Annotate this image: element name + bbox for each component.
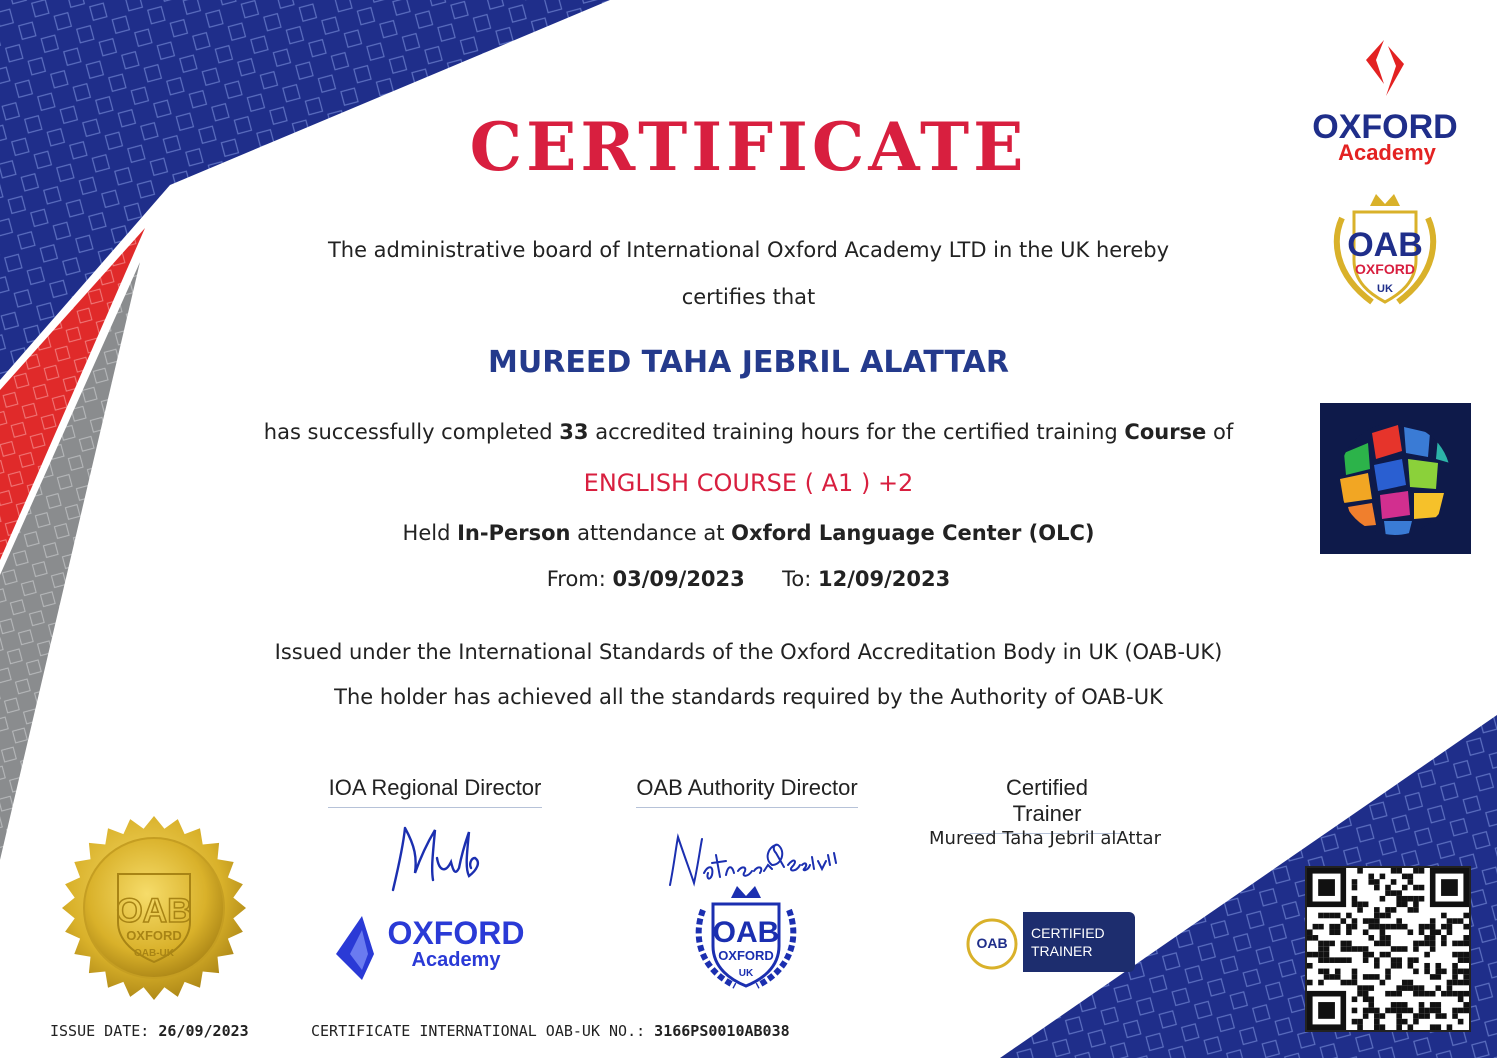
bottom-logo-oxford-text: OXFORD	[387, 915, 525, 951]
course-name: ENGLISH COURSE ( A1 ) +2	[583, 469, 914, 497]
completion-statement	[0, 420, 1497, 444]
trainer-badge-emblem	[964, 916, 1020, 972]
standards-line-2: The holder has achieved all the standards required by the Authority of OAB-UK	[334, 685, 1163, 709]
globe-icon	[1320, 403, 1471, 554]
oab-laurel-emblem	[1312, 190, 1458, 318]
qr-code[interactable]	[1305, 866, 1471, 1032]
badge-line-2: TRAINER	[1031, 943, 1093, 959]
issue-date	[50, 1022, 249, 1040]
logo-oxford-text: OXFORD	[1312, 108, 1458, 146]
course-word: Course	[1124, 420, 1207, 444]
attendance-statement	[0, 521, 1497, 545]
oxford-academy-logo-bottom	[328, 910, 542, 985]
completion-prefix: has successfully completed	[263, 420, 553, 444]
attendance-prefix: Held	[402, 521, 451, 545]
to-date: 12/09/2023	[818, 567, 951, 591]
regional-director-signature	[385, 818, 495, 898]
logo-academy-text: Academy	[1338, 140, 1436, 165]
recipient-name: MUREED TAHA JEBRIL ALATTAR	[488, 345, 1009, 380]
trainer-name: Mureed Taha Jebril alAttar	[929, 828, 1161, 849]
oxford-academy-logo-top	[1300, 38, 1475, 168]
trainer-title: Certified Trainer	[970, 775, 1124, 834]
certified-trainer-badge	[1023, 912, 1135, 972]
standards-line-1: Issued under the International Standards of the Oxford Accreditation Body in UK (OAB-UK)	[274, 640, 1223, 664]
gold-seal	[58, 812, 250, 1004]
training-center: Oxford Language Center (OLC)	[731, 521, 1095, 545]
certificate-number-value: 3166PS0010AB038	[654, 1022, 790, 1040]
certificate-number	[311, 1022, 790, 1040]
issue-date-value: 26/09/2023	[158, 1022, 249, 1040]
blue-emblem-oab-text: OAB	[712, 916, 780, 949]
completion-suffix: of	[1212, 420, 1234, 444]
certificate-title: CERTIFICATE	[469, 108, 1028, 186]
attendance-middle: attendance at	[577, 521, 725, 545]
seal-uk-text: OAB-UK	[134, 948, 174, 959]
blue-emblem-uk-text: UK	[738, 968, 754, 979]
globe-logo	[1320, 403, 1471, 554]
emblem-oxford-text: OXFORD	[1355, 261, 1415, 277]
from-date: 03/09/2023	[612, 567, 745, 591]
authority-director-title: OAB Authority Director	[636, 775, 858, 808]
training-hours: 33	[559, 420, 589, 444]
certificate-number-label: CERTIFICATE INTERNATIONAL OAB-UK NO.:	[311, 1022, 646, 1040]
emblem-oab-text: OAB	[1347, 226, 1423, 264]
badge-oab-text: OAB	[976, 935, 1008, 951]
completion-middle: accredited training hours for the certified training	[595, 420, 1118, 444]
intro-line-2: certifies that	[681, 285, 816, 309]
issue-date-label: ISSUE DATE:	[50, 1022, 150, 1040]
course-dates	[0, 567, 1497, 591]
bottom-logo-academy-text: Academy	[411, 949, 501, 971]
attendance-mode: In-Person	[457, 521, 571, 545]
seal-oab-text: OAB	[116, 892, 192, 930]
seal-oxford-text: OXFORD	[126, 928, 182, 943]
regional-director-title: IOA Regional Director	[328, 775, 542, 808]
qr-code-icon	[1307, 868, 1469, 1030]
to-label: To:	[782, 567, 812, 591]
emblem-uk-text: UK	[1377, 283, 1393, 295]
badge-line-1: CERTIFIED	[1031, 925, 1105, 941]
blue-emblem-oxford-text: OXFORD	[718, 948, 774, 963]
oab-blue-emblem	[685, 880, 807, 996]
intro-line-1: The administrative board of International Oxford Academy LTD in the UK hereby	[327, 238, 1170, 262]
from-label: From:	[546, 567, 606, 591]
